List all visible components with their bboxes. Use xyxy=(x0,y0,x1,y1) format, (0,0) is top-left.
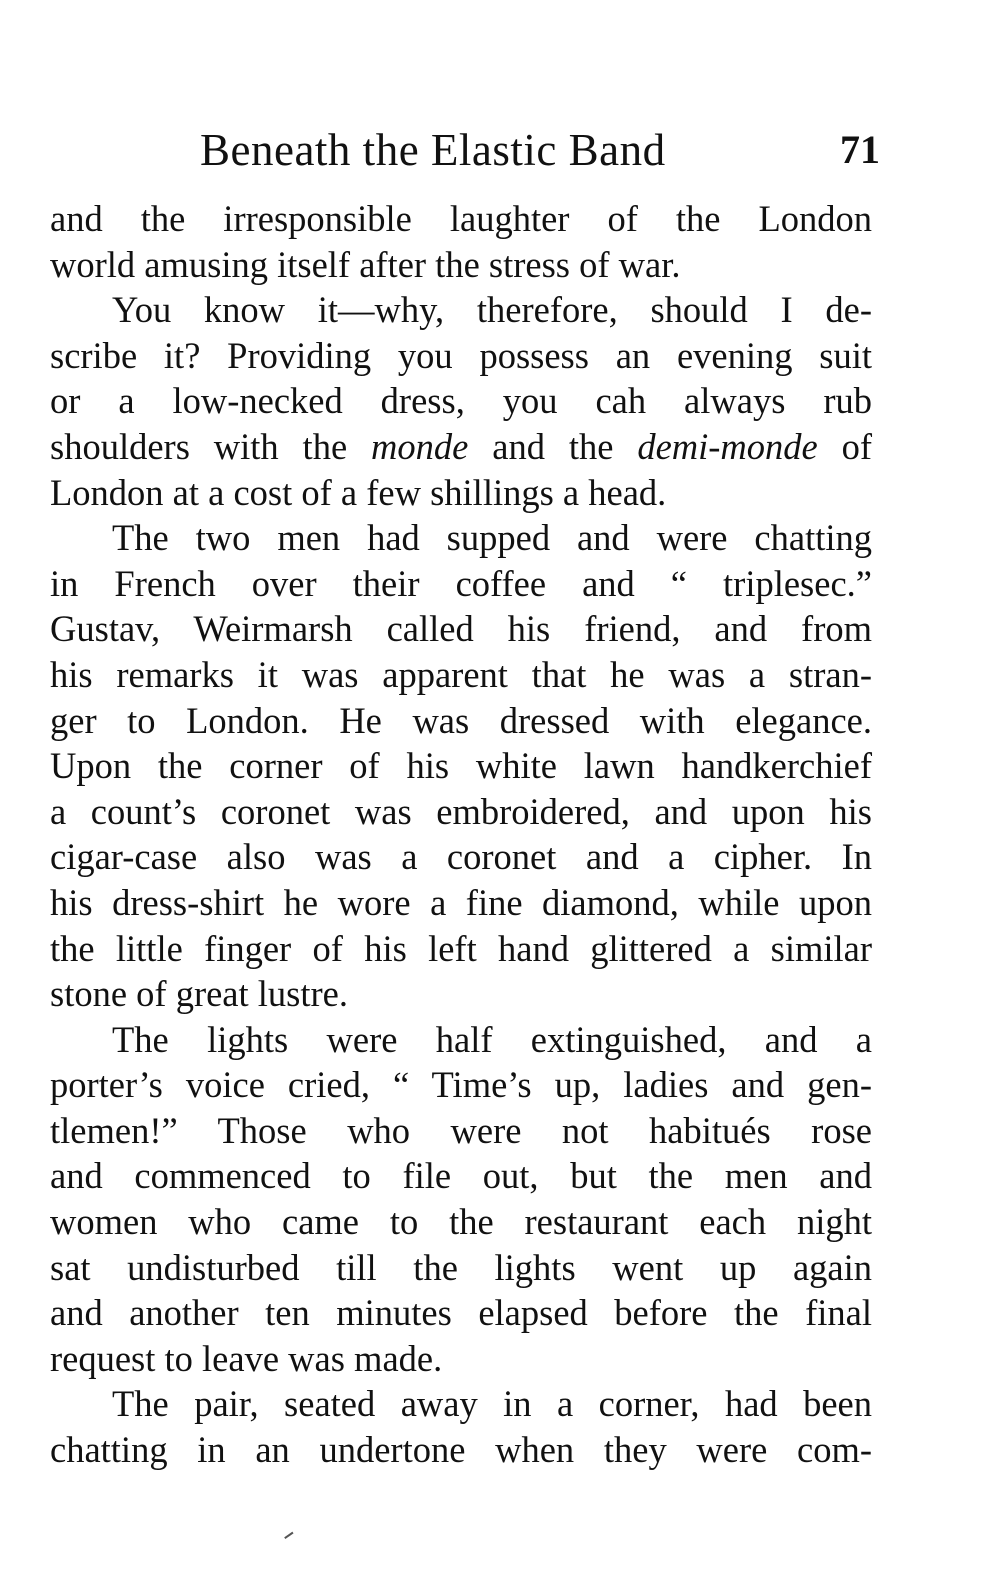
text-line: and the irresponsible laughter of the London xyxy=(50,198,872,239)
text-line: his dress-shirt he wore a fine diamond, while upon xyxy=(50,881,872,923)
text-line: the little finger of his left hand glittered a similar xyxy=(50,927,872,969)
text-fragment: shoulders with the xyxy=(50,425,348,467)
text-line: his remarks it was apparent that he was a stran- xyxy=(50,653,872,695)
text-line: in French over their coffee and “ triplesec.” xyxy=(50,562,872,604)
text-fragment: and the xyxy=(492,425,614,467)
text-line: stone of great lustre. xyxy=(50,973,348,1015)
text-line: or a low-necked dress, you cah always rub xyxy=(50,380,872,422)
running-title: Beneath the Elastic Band xyxy=(200,125,666,175)
page-header xyxy=(200,120,880,180)
text-line: The lights were half extinguished, and a xyxy=(112,1018,872,1060)
text-fragment: of xyxy=(841,425,873,467)
text-line: women who came to the restaurant each night xyxy=(50,1201,872,1243)
page-number: 71 xyxy=(840,127,880,172)
text-line: and commenced to file out, but the men and xyxy=(50,1155,872,1197)
text-line xyxy=(50,424,872,470)
text-line: porter’s voice cried, “ Time’s up, ladies and gen- xyxy=(50,1064,872,1106)
text-line: request to leave was made. xyxy=(50,1337,443,1379)
text-line: The two men had supped and were chatting xyxy=(112,517,872,559)
italic-word: demi-monde xyxy=(637,425,818,467)
body-text xyxy=(50,196,872,1473)
text-line: tlemen!” Those who were not habitués rose xyxy=(50,1109,872,1151)
text-line: You know it—why, therefore, should I de- xyxy=(112,289,872,331)
text-line: Upon the corner of his white lawn handkerchief xyxy=(50,745,872,787)
text-line: world amusing itself after the stress of war. xyxy=(50,243,681,285)
text-line: and another ten minutes elapsed before the final xyxy=(50,1292,872,1334)
text-line: Gustav, Weirmarsh called his friend, and from xyxy=(50,608,872,650)
italic-word: monde xyxy=(371,425,469,467)
text-line: a count’s coronet was embroidered, and upon his xyxy=(50,790,872,832)
text-line: sat undisturbed till the lights went up again xyxy=(50,1246,872,1288)
text-line: chatting in an undertone when they were com- xyxy=(50,1429,872,1471)
text-line: The pair, seated away in a corner, had been xyxy=(112,1383,872,1425)
text-line: ger to London. He was dressed with elegance. xyxy=(50,699,872,741)
text-line: scribe it? Providing you possess an evening suit xyxy=(50,334,872,376)
text-line: cigar-case also was a coronet and a cipher. In xyxy=(50,836,872,878)
text-line: London at a cost of a few shillings a head. xyxy=(50,471,667,513)
stray-mark xyxy=(284,1532,296,1543)
